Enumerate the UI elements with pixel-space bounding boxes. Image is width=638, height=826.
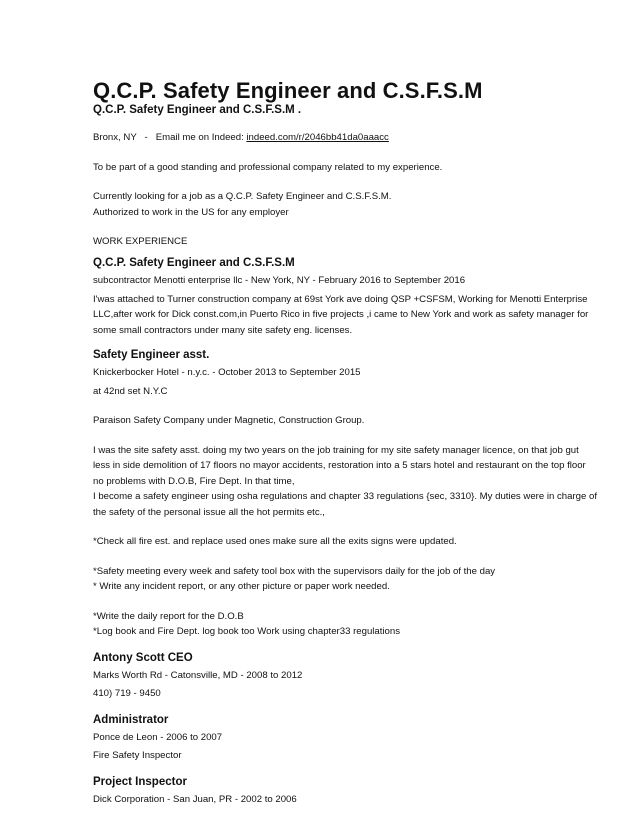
job-description: I become a safety engineer using osha regulations and chapter 33 regulations {sec, 3310}. My duties were in charge of the safety of the personal issue all the hot permits etc., (93, 491, 597, 518)
job-duty: *Check all fire est. and replace used ones make sure all the exits signs were updated. (93, 536, 457, 547)
job-entry (93, 713, 598, 764)
job-duty: * Write any incident report, or any other picture or paper work needed. (93, 581, 390, 592)
job-title: Project Inspector (93, 775, 187, 788)
job-meta: Dick Corporation - San Juan, PR - 2002 to 2006 (93, 793, 297, 805)
job-title: Antony Scott CEO (93, 651, 193, 664)
work-experience-heading: WORK EXPERIENCE (93, 236, 188, 247)
job-title: Safety Engineer asst. (93, 349, 210, 361)
objective: To be part of a good standing and professional company related to my experience. (93, 161, 443, 173)
seeking-statement: Currently looking for a job as a Q.C.P. Safety Engineer and C.S.F.S.M. (93, 191, 392, 202)
job-meta: Marks Worth Rd - Catonsville, MD - 2008 to 2012 (93, 669, 303, 681)
job-description: I was the site safety asst. doing my two years on the job training for my site safety manager licence, on that job gut less in side demolition of 17 floors no mayor accidents, restoration into a 5 stars hotel and restaurant on the top floor no problems with D.O.B, Fire Dept. In that time, (93, 444, 586, 487)
job-meta: subcontractor Menotti enterprise llc - New York, NY - February 2016 to September 2016 (93, 275, 466, 286)
contact-email-prefix: Email me on Indeed: (155, 132, 244, 143)
job-duty: *Write the daily report for the D.O.B (93, 610, 244, 622)
job-note: Fire Safety Inspector (93, 750, 182, 761)
candidate-name: Q.C.P. Safety Engineer and C.S.F.S.M (93, 78, 483, 103)
job-meta: Knickerbocker Hotel - n.y.c. - October 2013 to September 2015 (93, 367, 361, 378)
job-entry (93, 651, 598, 702)
job-title: Q.C.P. Safety Engineer and C.S.F.S.M (93, 257, 295, 269)
job-phone: 410) 719 - 9450 (93, 688, 161, 699)
job-location-note: at 42nd set N.Y.C (93, 385, 168, 397)
contact-separator: - (144, 132, 148, 143)
job-title: Administrator (93, 713, 169, 726)
job-duty: *Safety meeting every week and safety tool box with the supervisors daily for the job of the day (93, 565, 496, 577)
job-entry (93, 348, 598, 640)
job-description: I'was attached to Turner construction company at 69st York ave doing QSP +CSFSM, Working for Menotti Enterprise LLC,after work for Dick const.com,in Puerto Rico in five projects ,i came to New York and work as safety manager for some small contractors under many site safety eng. licenses. (93, 293, 589, 336)
job-company-note: Paraison Safety Company under Magnetic, Construction Group. (93, 415, 365, 426)
job-entry (93, 256, 598, 338)
contact-line (93, 130, 598, 146)
job-duty: *Log book and Fire Dept. log book too Work using chapter33 regulations (93, 626, 401, 637)
job-meta: Ponce de Leon - 2006 to 2007 (93, 731, 223, 743)
indeed-profile-link[interactable]: indeed.com/r/2046bb41da0aaacc (246, 132, 389, 143)
work-authorization: Authorized to work in the US for any employer (93, 206, 289, 218)
job-entry (93, 775, 598, 808)
contact-location: Bronx, NY (93, 132, 137, 143)
headline: Q.C.P. Safety Engineer and C.S.F.S.M . (93, 104, 302, 116)
